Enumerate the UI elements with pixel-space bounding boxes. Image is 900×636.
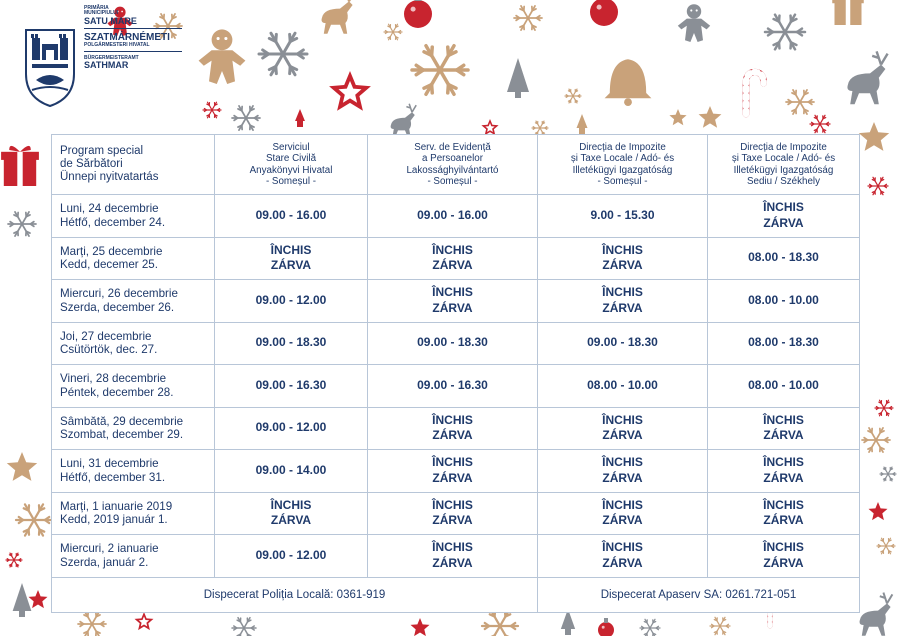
closed-cell: ÎNCHIS ZÁRVA (538, 450, 708, 493)
table-row (52, 492, 860, 535)
holiday-schedule-table (51, 134, 860, 613)
coat-of-arms-icon (22, 24, 78, 108)
header-population-records: Serv. de Evidență a Persoanelor Lakossághyilvántartó - Someșul - (368, 135, 538, 195)
hours-cell: 08.00 - 10.00 (538, 365, 708, 408)
hours-cell: 09.00 - 18.30 (538, 322, 708, 365)
logo-line-1: PRIMĂRIA (84, 5, 109, 11)
table-corner-title: Program special de Sărbători Ünnepi nyitvatartás (52, 135, 215, 195)
snowflake-icon (640, 619, 660, 636)
closed-cell: ÎNCHIS ZÁRVA (368, 280, 538, 323)
closed-cell: ÎNCHIS ZÁRVA (215, 492, 368, 535)
closed-cell: ÎNCHIS ZÁRVA (708, 407, 860, 450)
snowflake-icon (203, 102, 221, 118)
hours-cell: 09.00 - 12.00 (215, 280, 368, 323)
closed-cell: ÎNCHIS ZÁRVA (368, 237, 538, 280)
snowflake-icon (16, 504, 52, 535)
christmas-tree-icon (13, 583, 32, 611)
closed-cell: ÎNCHIS ZÁRVA (215, 237, 368, 280)
hours-cell: 08.00 - 10.00 (708, 365, 860, 408)
star-icon (699, 106, 722, 128)
snowflake-icon (565, 89, 581, 103)
table-row (52, 450, 860, 493)
day-label: Joi, 27 decembrie Csütörtök, dec. 27. (52, 322, 215, 365)
table-row (52, 365, 860, 408)
day-label: Luni, 31 decembrie Hétfő, december 31. (52, 450, 215, 493)
hours-cell: 08.00 - 18.30 (708, 237, 860, 280)
star-icon (869, 502, 888, 520)
snowflake-icon (6, 553, 22, 567)
reindeer-icon (847, 51, 887, 104)
hours-cell: 09.00 - 12.00 (215, 407, 368, 450)
table-row (52, 237, 860, 280)
star-icon (669, 109, 686, 125)
closed-cell: ÎNCHIS ZÁRVA (538, 237, 708, 280)
closed-cell: ÎNCHIS ZÁRVA (538, 535, 708, 578)
reindeer-icon (391, 104, 417, 138)
closed-cell: ÎNCHIS ZÁRVA (538, 280, 708, 323)
snowflake-icon (412, 46, 468, 94)
hours-cell: 08.00 - 10.00 (708, 280, 860, 323)
hours-cell: 09.00 - 16.00 (368, 195, 538, 238)
day-label: Luni, 24 decembrie Hétfő, december 24. (52, 195, 215, 238)
snowflake-icon (78, 612, 106, 636)
ornament-ball-icon (598, 622, 614, 636)
closed-cell: ÎNCHIS ZÁRVA (368, 407, 538, 450)
police-dispatch: Dispecerat Poliția Locală: 0361-919 (52, 577, 538, 612)
header-taxes-somesul: Direcția de Impozite și Taxe Locale / Adó- és Illetékügyi Igazgatóság - Someșul - (538, 135, 708, 195)
snowflake-icon (765, 15, 805, 50)
hours-cell: 09.00 - 18.30 (368, 322, 538, 365)
logo-line-7: SATHMAR (84, 59, 129, 70)
table-row (52, 195, 860, 238)
day-label: Marți, 1 ianuarie 2019 Kedd, 2019 január 1. (52, 492, 215, 535)
day-label: Sâmbătă, 29 decembrie Szombat, december 29. (52, 407, 215, 450)
hours-cell: 09.00 - 16.30 (368, 365, 538, 408)
city-logo (22, 4, 182, 114)
table-row (52, 322, 860, 365)
day-label: Miercuri, 26 decembrie Szerda, december 26. (52, 280, 215, 323)
snowflake-icon (514, 6, 542, 30)
star-icon (859, 122, 889, 151)
day-label: Marți, 25 decembrie Kedd, decemer 25. (52, 237, 215, 280)
snowflake-icon (710, 617, 730, 634)
closed-cell: ÎNCHIS ZÁRVA (708, 492, 860, 535)
logo-line-5: POLGÁRMESTERI HIVATAL (84, 42, 150, 49)
hours-cell: 09.00 - 16.30 (215, 365, 368, 408)
logo-line-3: SATU MARE (84, 15, 137, 26)
snowflake-icon (232, 618, 256, 636)
snowflake-icon (482, 610, 518, 636)
closed-cell: ÎNCHIS ZÁRVA (368, 535, 538, 578)
gingerbread-icon (678, 4, 710, 42)
reindeer-icon (322, 0, 355, 34)
logo-line-6: BÜRGERMEISTERAMT (84, 54, 139, 61)
christmas-tree-icon (507, 58, 529, 92)
closed-cell: ÎNCHIS ZÁRVA (368, 450, 538, 493)
snowflake-icon (532, 121, 548, 135)
reindeer-icon (860, 593, 893, 636)
gift-icon (1, 146, 39, 186)
day-label: Miercuri, 2 ianuarie Szerda, január 2. (52, 535, 215, 578)
closed-cell: ÎNCHIS ZÁRVA (368, 492, 538, 535)
table-row (52, 280, 860, 323)
header-civil-status: Serviciul Stare Civilă Anyakönyvi Hivatal - Someșul - (215, 135, 368, 195)
hours-cell: 09.00 - 16.00 (215, 195, 368, 238)
star-icon (7, 452, 37, 481)
closed-cell: ÎNCHIS ZÁRVA (538, 407, 708, 450)
logo-line-2: MUNICIPIULUI (84, 10, 119, 17)
ornament-ball-icon (590, 0, 618, 26)
apaserv-dispatch: Dispecerat Apaserv SA: 0261.721-051 (538, 577, 860, 612)
gingerbread-icon (199, 29, 246, 84)
ornament-ball-icon (404, 0, 432, 28)
table-row (52, 535, 860, 578)
star-icon (29, 590, 48, 608)
snowflake-icon (862, 428, 890, 452)
snowflake-icon (8, 212, 36, 236)
closed-cell: ÎNCHIS ZÁRVA (708, 535, 860, 578)
header-taxes-headquarters: Direcția de Impozite și Taxe Locale / Adó- és Illetékügyi Igazgatóság Sediu / Székhely (708, 135, 860, 195)
snowflake-icon (875, 400, 893, 416)
day-label: Vineri, 28 decembrie Péntek, december 28. (52, 365, 215, 408)
closed-cell: ÎNCHIS ZÁRVA (708, 195, 860, 238)
closed-cell: ÎNCHIS ZÁRVA (708, 450, 860, 493)
hours-cell: 09.00 - 14.00 (215, 450, 368, 493)
hours-cell: 09.00 - 12.00 (215, 535, 368, 578)
logo-line-4: SZATMÁRNÉMETI (84, 31, 170, 43)
star-icon (411, 618, 430, 636)
snowflake-icon (232, 106, 260, 130)
gift-icon (832, 0, 864, 25)
closed-cell: ÎNCHIS ZÁRVA (538, 492, 708, 535)
hours-cell: 9.00 - 15.30 (538, 195, 708, 238)
hours-cell: 08.00 - 18.30 (708, 322, 860, 365)
snowflake-icon (786, 90, 814, 114)
hours-cell: 09.00 - 18.30 (215, 322, 368, 365)
candy-cane-icon (746, 72, 764, 114)
table-row (52, 407, 860, 450)
snowflake-icon (810, 115, 830, 132)
snowflake-icon (259, 33, 307, 75)
bell-icon (605, 59, 652, 106)
christmas-tree-icon (295, 109, 305, 121)
snowflake-icon (868, 177, 888, 194)
snowflake-icon (877, 538, 895, 554)
snowflake-icon (384, 24, 402, 40)
table-header-row (52, 135, 860, 195)
snowflake-icon (880, 467, 896, 481)
dispatch-row (52, 577, 860, 612)
christmas-tree-icon (577, 114, 588, 128)
